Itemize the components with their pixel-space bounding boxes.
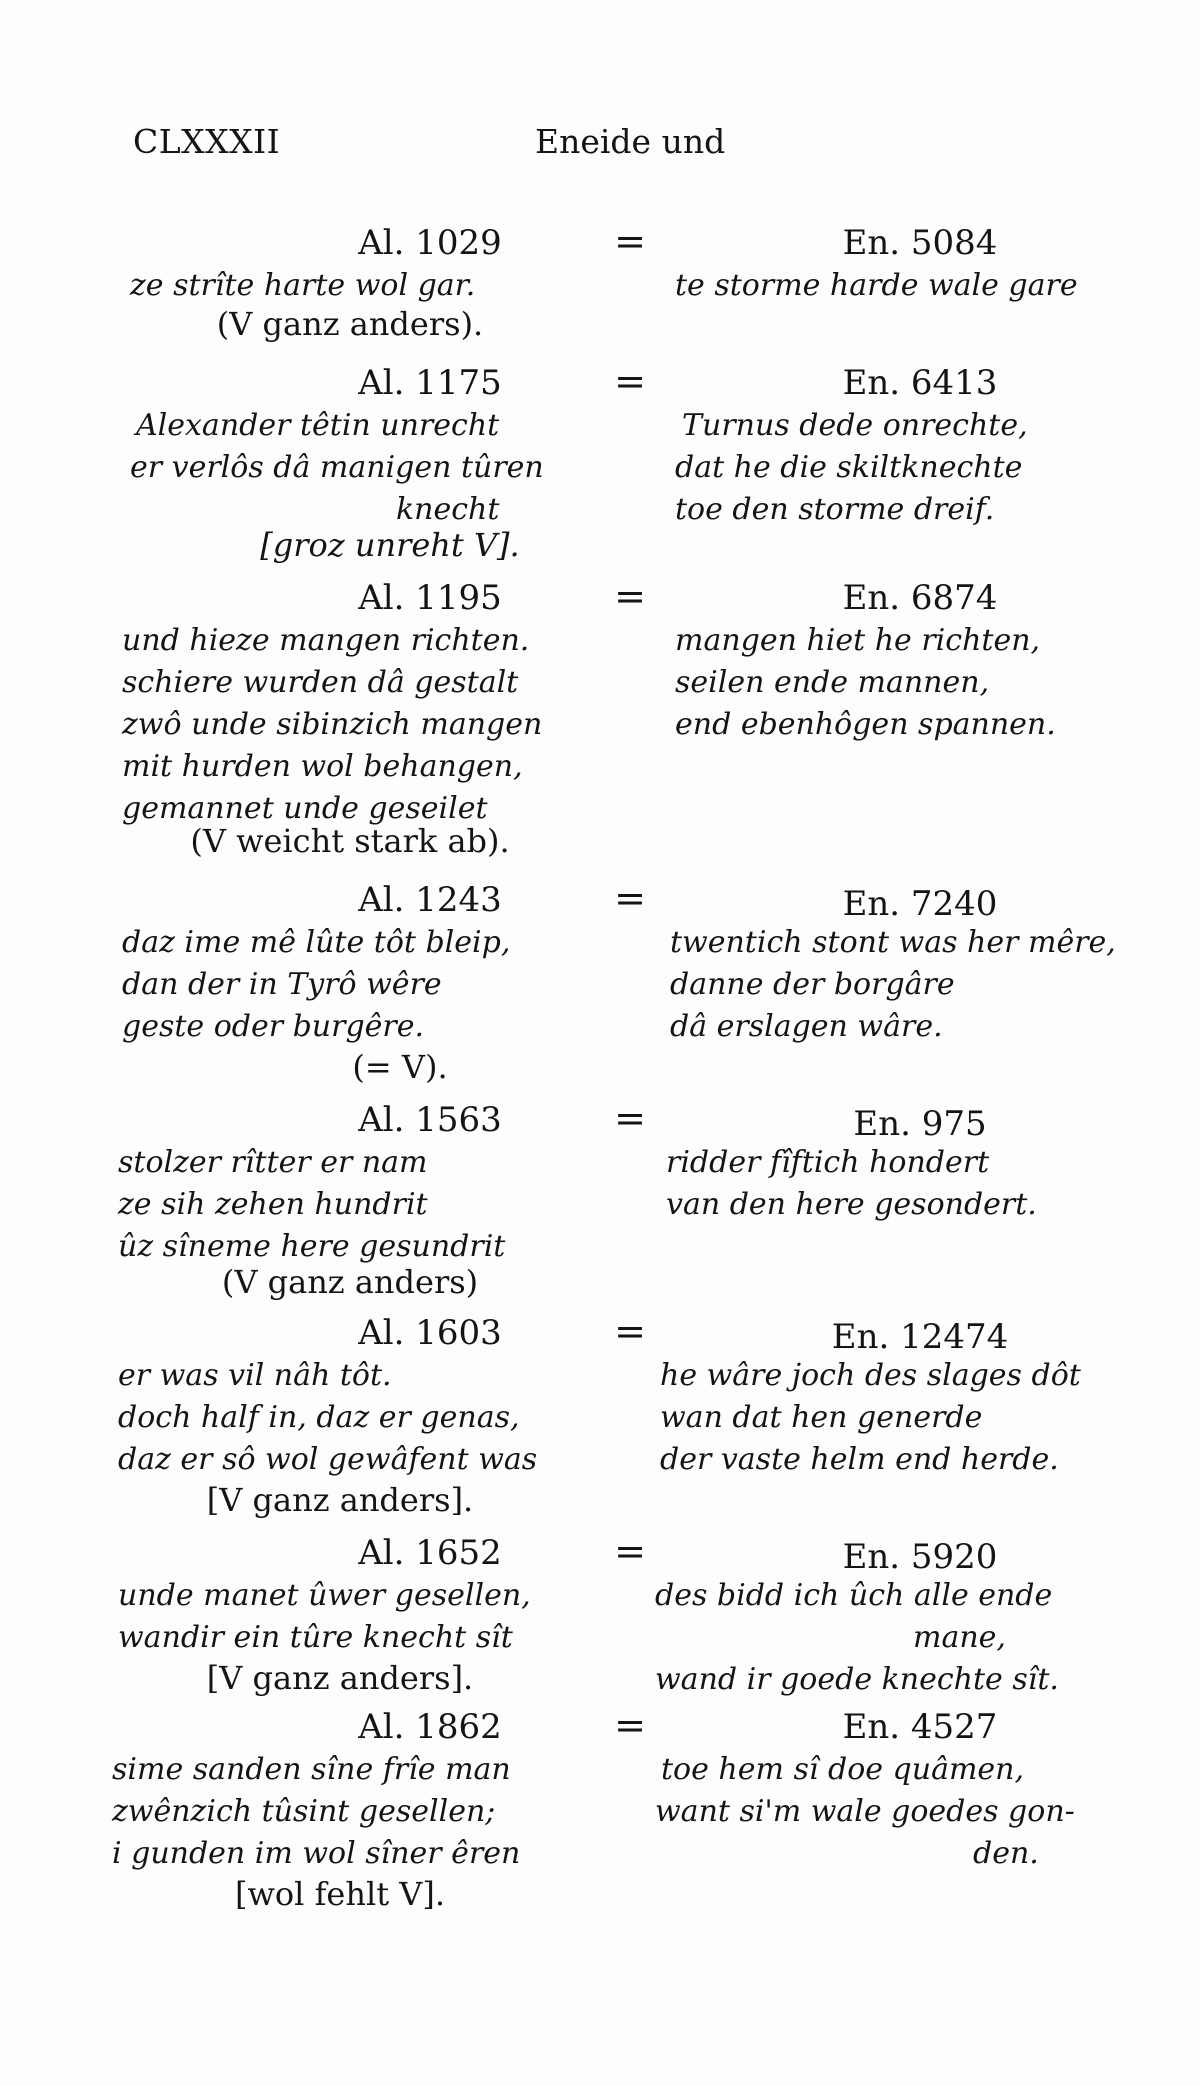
left-verse: [118, 620, 588, 830]
verse-line: zwô unde sibinzich mangen: [122, 707, 543, 742]
left-verse: [112, 1749, 582, 1875]
right-ref: En. 5084: [842, 223, 998, 263]
right-ref: En. 5920: [842, 1537, 998, 1577]
left-verse: [118, 265, 588, 307]
verse-line: wan dat hen generde: [660, 1400, 983, 1435]
verse-line: doch half in, daz er genas,: [118, 1400, 520, 1435]
equals-sign: =: [614, 219, 646, 263]
equals-sign: =: [614, 359, 646, 403]
left-verse: [118, 1355, 588, 1481]
verse-line: unde manet ûwer gesellen,: [118, 1578, 531, 1613]
verse-line: wandir ein tûre knecht sît: [118, 1620, 513, 1655]
verse-line: er was vil nâh tôt.: [118, 1358, 392, 1393]
verse-line: he wâre joch des slages dôt: [660, 1358, 1081, 1393]
verse-line: ridder fîftich hondert: [666, 1145, 990, 1180]
equals-sign: =: [614, 574, 646, 618]
equals-sign: =: [614, 876, 646, 920]
verse-line: i gunden im wol sîner êren: [112, 1836, 521, 1871]
right-ref: En. 6413: [842, 363, 998, 403]
verse-line: twentich stont was her mêre,: [670, 925, 1116, 960]
verse-line: stolzer rîtter er nam: [118, 1145, 428, 1180]
verse-line: toe hem sî doe quâmen,: [661, 1752, 1025, 1787]
verse-line: Alexander têtin unrecht: [136, 408, 500, 443]
verse-line: sime sanden sîne frîe man: [112, 1752, 511, 1787]
right-ref: En. 7240: [842, 884, 998, 924]
right-ref: En. 6874: [842, 578, 998, 618]
verse-line: ze strîte harte wol gar.: [130, 268, 476, 303]
manuscript-note: [V ganz anders].: [206, 1481, 474, 1519]
page-header: [0, 122, 1200, 182]
verse-line: des bidd ich ûch alle ende: [655, 1578, 1053, 1613]
verse-line: Turnus dede onrechte,: [682, 408, 1028, 443]
verse-line: danne der borgâre: [670, 967, 955, 1002]
verse-line: toe den storme dreif.: [675, 492, 995, 527]
verse-line: schiere wurden dâ gestalt: [122, 665, 519, 700]
verse-line: er verlôs dâ manigen tûren: [130, 450, 544, 485]
left-ref: Al. 1195: [358, 578, 502, 618]
left-ref: Al. 1603: [358, 1313, 502, 1353]
manuscript-note: [V ganz anders].: [206, 1659, 474, 1697]
left-ref: Al. 1652: [358, 1533, 502, 1573]
left-ref: Al. 1862: [358, 1707, 502, 1747]
verse-line: geste oder burgêre.: [122, 1009, 425, 1044]
right-verse: [660, 405, 1130, 531]
left-ref: Al. 1243: [358, 880, 502, 920]
verse-line: wand ir goede knechte sît.: [655, 1662, 1059, 1697]
page-number: CLXXXII: [133, 122, 281, 161]
verse-line: daz er sô wol gewâfent was: [118, 1442, 538, 1477]
verse-line: knecht: [396, 492, 500, 527]
verse-line: mit hurden wol behangen,: [122, 749, 523, 784]
manuscript-note: [wol fehlt V].: [235, 1875, 445, 1913]
manuscript-note: (= V).: [352, 1048, 448, 1086]
manuscript-note: (V ganz anders): [221, 1263, 479, 1301]
verse-line: van den here gesondert.: [666, 1187, 1037, 1222]
right-ref: En. 975: [853, 1104, 987, 1144]
manuscript-note: (V ganz anders).: [216, 305, 484, 343]
equals-sign: =: [614, 1703, 646, 1747]
manuscript-note: [groz unreht V].: [260, 526, 520, 564]
right-verse: [655, 1575, 1125, 1701]
verse-line: end ebenhôgen spannen.: [675, 707, 1056, 742]
left-verse: [118, 922, 588, 1048]
left-ref: Al. 1175: [358, 363, 502, 403]
verse-line: ûz sîneme here gesundrit: [118, 1229, 506, 1264]
verse-line: mangen hiet he richten,: [675, 623, 1041, 658]
left-verse: [118, 1575, 588, 1659]
right-verse: [660, 922, 1130, 1048]
verse-line: zwênzich tûsint gesellen;: [112, 1794, 496, 1829]
verse-line: dâ erslagen wâre.: [670, 1009, 943, 1044]
verse-line: dan der in Tyrô wêre: [122, 967, 442, 1002]
equals-sign: =: [614, 1529, 646, 1573]
equals-sign: =: [614, 1096, 646, 1140]
verse-line: gemannet unde geseilet: [122, 791, 488, 826]
verse-line: seilen ende mannen,: [675, 665, 990, 700]
verse-line: dat he die skiltknechte: [675, 450, 1023, 485]
right-verse: [660, 265, 1130, 307]
verse-line: want si'm wale goedes gon-: [655, 1794, 1075, 1829]
left-verse: [118, 1142, 588, 1268]
left-verse: [118, 405, 588, 531]
right-ref: En. 4527: [842, 1707, 998, 1747]
right-verse: [655, 1749, 1125, 1875]
verse-line: und hieze mangen richten.: [122, 623, 530, 658]
right-verse: [660, 1355, 1130, 1481]
verse-line: te storme harde wale gare: [675, 268, 1078, 303]
right-verse: [660, 620, 1130, 746]
manuscript-note: (V weicht stark ab).: [190, 822, 510, 860]
left-ref: Al. 1029: [358, 223, 502, 263]
verse-line: mane,: [913, 1620, 1006, 1655]
right-verse: [660, 1142, 1130, 1226]
verse-line: ze sih zehen hundrit: [118, 1187, 428, 1222]
running-head: Eneide und: [535, 122, 726, 161]
equals-sign: =: [614, 1309, 646, 1353]
left-ref: Al. 1563: [358, 1100, 502, 1140]
right-ref: En. 12474: [831, 1317, 1009, 1357]
verse-line: der vaste helm end herde.: [660, 1442, 1059, 1477]
verse-line: den.: [973, 1836, 1039, 1871]
verse-line: daz ime mê lûte tôt bleip,: [122, 925, 511, 960]
